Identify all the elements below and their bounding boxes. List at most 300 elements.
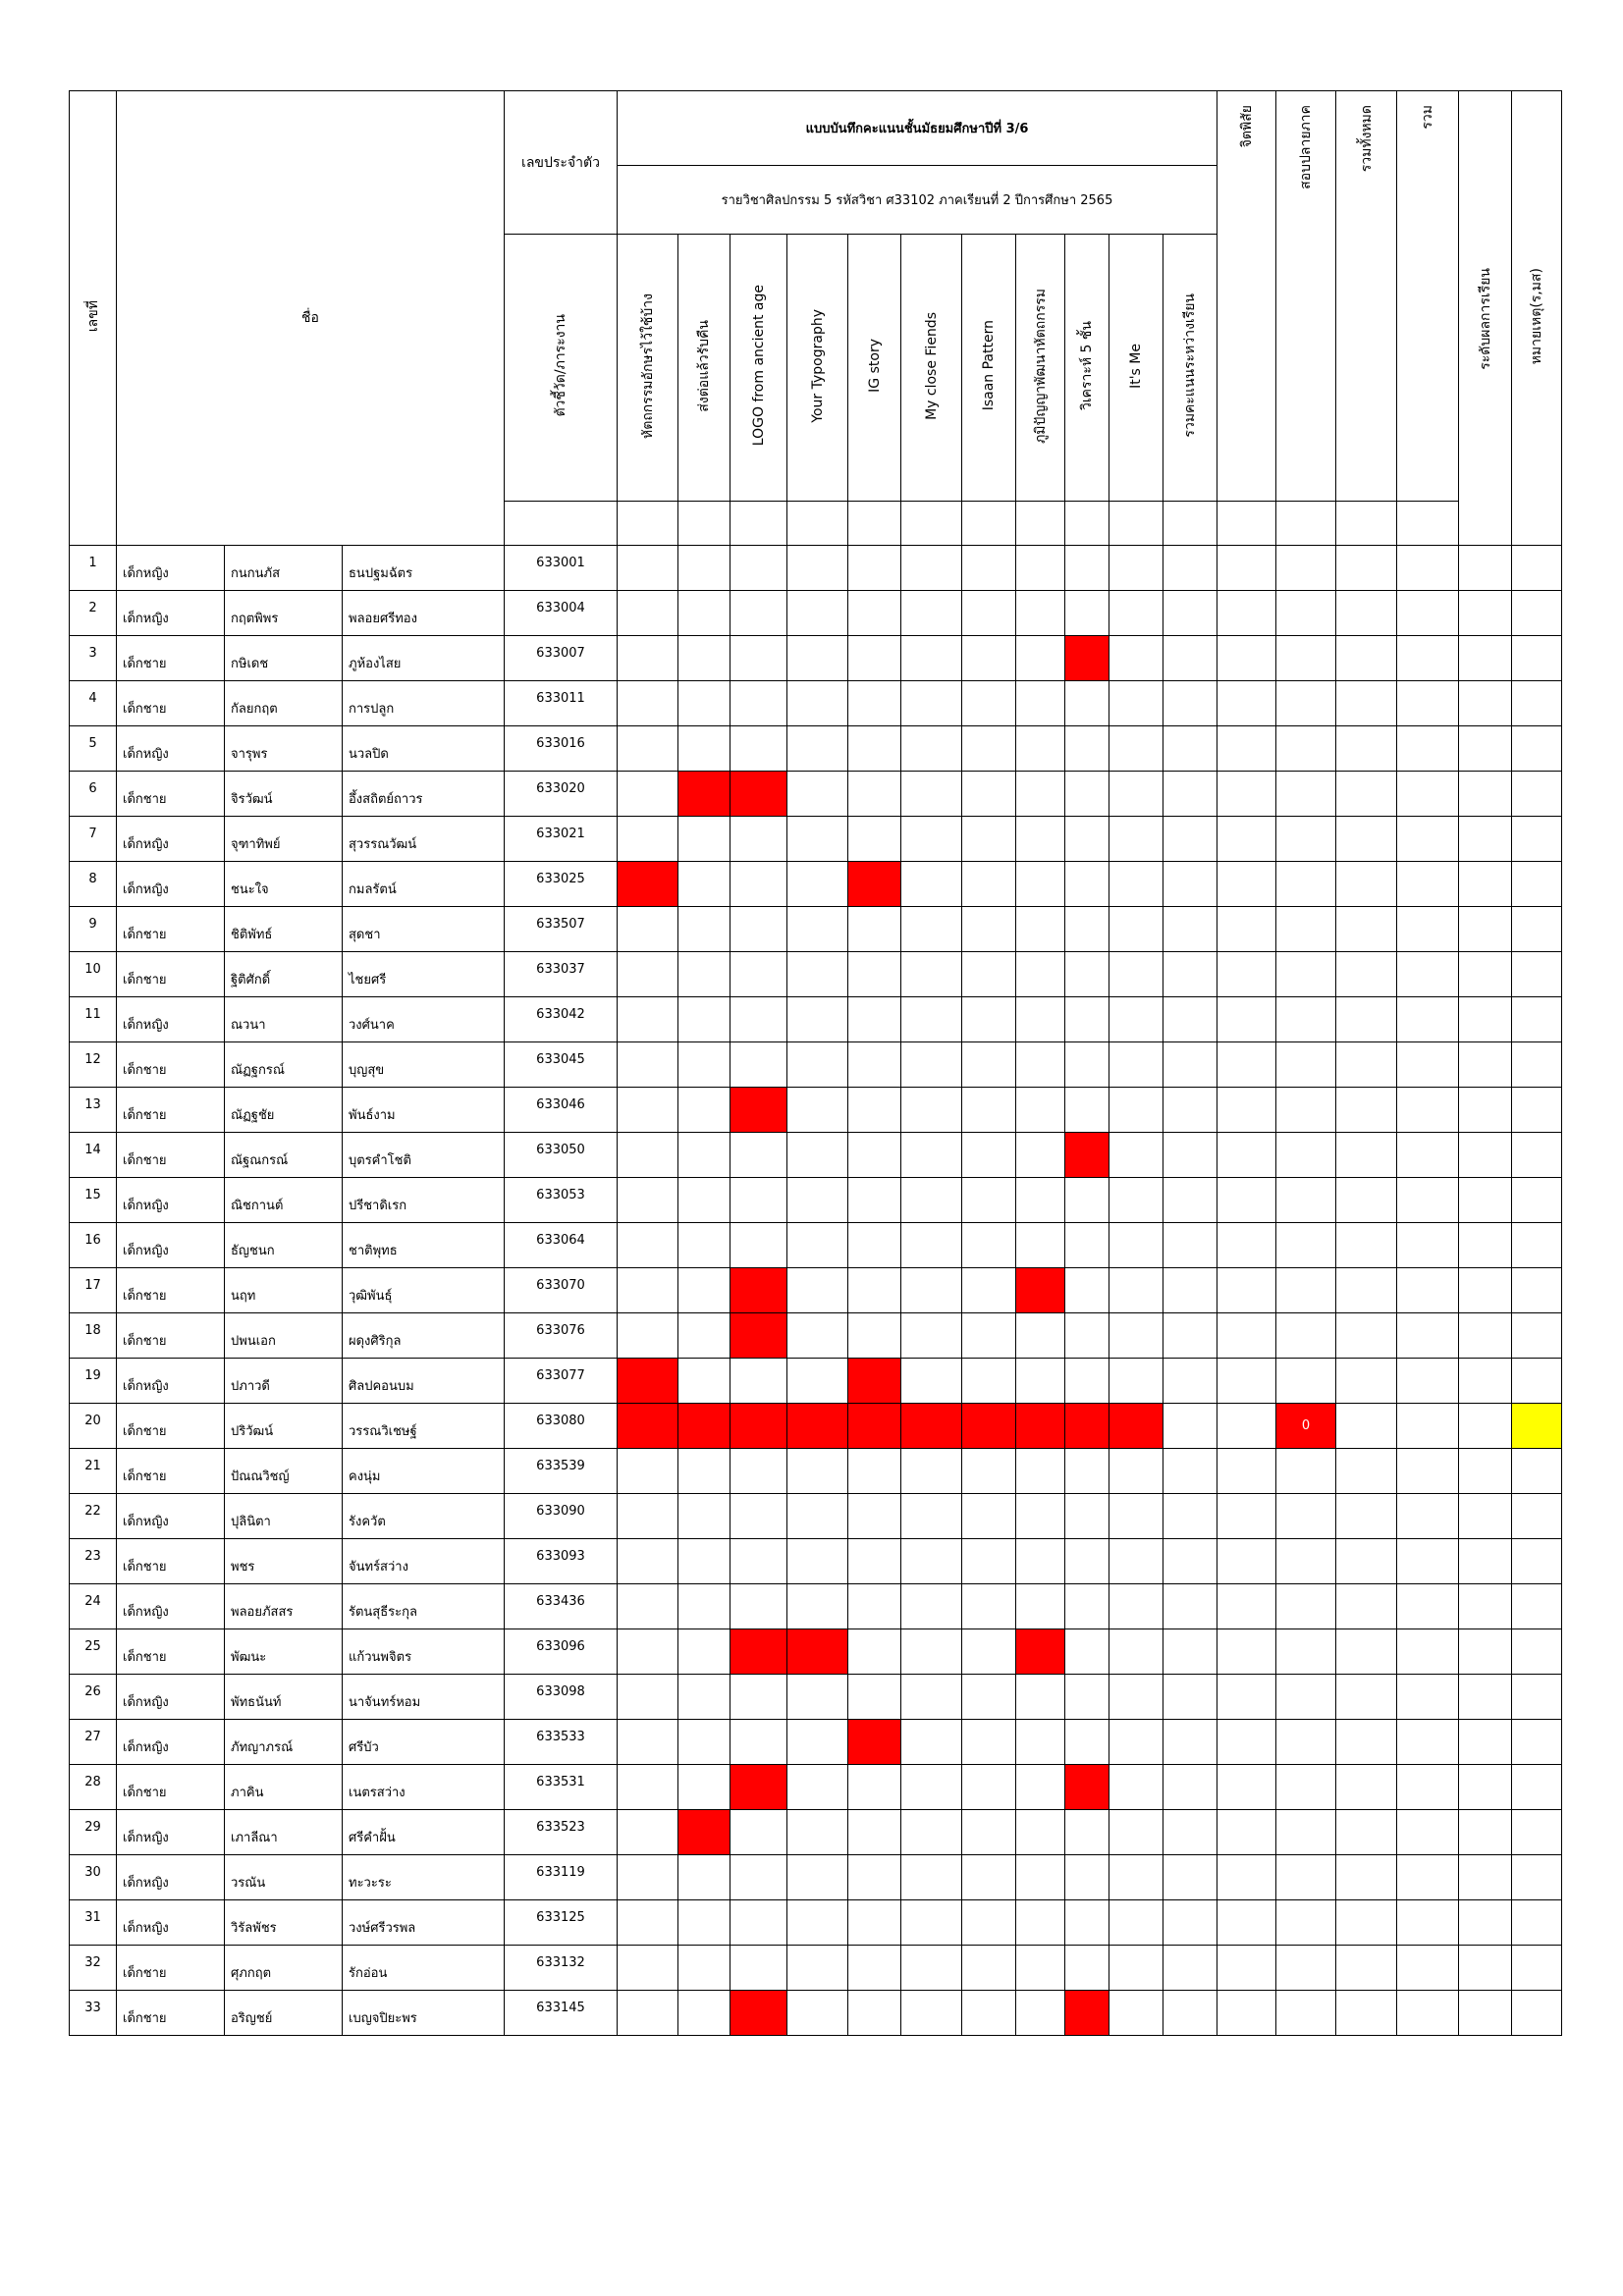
row-number: 9 <box>70 907 117 952</box>
score-cell <box>678 1223 730 1268</box>
row-number: 19 <box>70 1359 117 1404</box>
student-id: 633042 <box>505 997 618 1042</box>
score-cell <box>1065 907 1109 952</box>
student-first-name: ชิติพัทธ์ <box>225 907 343 952</box>
score-cell <box>901 1539 962 1584</box>
student-prefix: เด็กหญิง <box>117 997 225 1042</box>
score-cell <box>730 591 787 636</box>
score-cell <box>618 591 678 636</box>
row-number: 2 <box>70 591 117 636</box>
attitude-cell <box>1217 1042 1276 1088</box>
attitude-cell <box>1217 1494 1276 1539</box>
total-cell <box>1397 997 1459 1042</box>
grade-cell <box>1459 1404 1512 1449</box>
score-cell <box>787 1584 848 1629</box>
final-exam-cell <box>1276 546 1336 591</box>
blank-header-cell <box>1336 502 1397 546</box>
score-cell <box>848 726 901 772</box>
student-id: 633070 <box>505 1268 618 1313</box>
student-last-name: เนตรสว่าง <box>343 1765 505 1810</box>
score-cell <box>962 997 1016 1042</box>
remark-cell <box>1512 681 1562 726</box>
score-cell <box>730 1449 787 1494</box>
task-header-7: Isaan Pattern <box>962 235 1016 502</box>
score-cell <box>1016 726 1065 772</box>
score-cell <box>787 1810 848 1855</box>
score-cell <box>618 952 678 997</box>
score-cell <box>1109 1539 1163 1584</box>
score-cell <box>1016 591 1065 636</box>
total-all-cell <box>1336 681 1397 726</box>
score-cell <box>787 1765 848 1810</box>
score-cell <box>787 1359 848 1404</box>
score-cell <box>678 1268 730 1313</box>
remark-cell <box>1512 1223 1562 1268</box>
score-cell <box>1163 772 1217 817</box>
score-cell <box>962 1946 1016 1991</box>
student-first-name: ปริวัฒน์ <box>225 1404 343 1449</box>
score-cell <box>1109 591 1163 636</box>
row-number: 17 <box>70 1268 117 1313</box>
grade-cell <box>1459 1268 1512 1313</box>
score-cell <box>1065 1991 1109 2036</box>
remark-cell <box>1512 1584 1562 1629</box>
score-cell <box>962 817 1016 862</box>
student-id: 633119 <box>505 1855 618 1900</box>
student-id: 633531 <box>505 1765 618 1810</box>
score-cell <box>901 817 962 862</box>
score-cell <box>787 636 848 681</box>
score-cell <box>618 1449 678 1494</box>
total-cell <box>1397 1133 1459 1178</box>
blank-header-cell <box>901 502 962 546</box>
remark-cell <box>1512 952 1562 997</box>
score-cell <box>1016 1404 1065 1449</box>
attitude-cell <box>1217 1946 1276 1991</box>
student-prefix: เด็กชาย <box>117 1088 225 1133</box>
grade-cell <box>1459 1720 1512 1765</box>
attitude-cell <box>1217 1629 1276 1675</box>
score-cell <box>848 636 901 681</box>
score-cell <box>1016 952 1065 997</box>
score-cell <box>1163 1946 1217 1991</box>
student-first-name: พชร <box>225 1539 343 1584</box>
student-prefix: เด็กหญิง <box>117 546 225 591</box>
total-all-cell <box>1336 1900 1397 1946</box>
table-row <box>70 1404 1562 1449</box>
score-cell <box>678 772 730 817</box>
score-cell <box>1016 1359 1065 1404</box>
score-cell <box>678 907 730 952</box>
score-cell <box>1163 1268 1217 1313</box>
remark-cell <box>1512 1991 1562 2036</box>
attitude-cell <box>1217 1359 1276 1404</box>
total-all-cell <box>1336 997 1397 1042</box>
score-cell <box>962 1404 1016 1449</box>
score-cell <box>730 1855 787 1900</box>
total-cell <box>1397 1042 1459 1088</box>
student-last-name: ภูห้องไสย <box>343 636 505 681</box>
grade-cell <box>1459 952 1512 997</box>
row-number: 30 <box>70 1855 117 1900</box>
row-number: 11 <box>70 997 117 1042</box>
student-last-name: วงษ์ศรีวรพล <box>343 1900 505 1946</box>
remark-cell <box>1512 772 1562 817</box>
score-cell <box>1109 1042 1163 1088</box>
score-cell <box>962 1584 1016 1629</box>
score-cell <box>848 1359 901 1404</box>
score-cell <box>962 1494 1016 1539</box>
total-all-cell <box>1336 1765 1397 1810</box>
score-cell <box>1016 862 1065 907</box>
remark-cell <box>1512 1765 1562 1810</box>
score-cell <box>730 1088 787 1133</box>
attitude-cell <box>1217 1991 1276 2036</box>
student-prefix: เด็กหญิง <box>117 817 225 862</box>
student-id: 633007 <box>505 636 618 681</box>
student-first-name: พลอยภัสสร <box>225 1584 343 1629</box>
table-row <box>70 681 1562 726</box>
student-id: 633020 <box>505 772 618 817</box>
score-cell <box>901 591 962 636</box>
total-all-cell <box>1336 1404 1397 1449</box>
score-cell <box>787 952 848 997</box>
score-cell <box>848 1946 901 1991</box>
score-cell <box>1163 1404 1217 1449</box>
student-last-name: รักอ่อน <box>343 1946 505 1991</box>
student-last-name: คงนุ่ม <box>343 1449 505 1494</box>
student-first-name: จิรวัฒน์ <box>225 772 343 817</box>
total-all-cell <box>1336 1178 1397 1223</box>
sheet-subtitle: รายวิชาศิลปกรรม 5 รหัสวิชา ศ33102 ภาคเรียนที่ 2 ปีการศึกษา 2565 <box>618 166 1217 235</box>
score-cell <box>1016 1765 1065 1810</box>
student-id: 633125 <box>505 1900 618 1946</box>
student-first-name: จารุพร <box>225 726 343 772</box>
attitude-cell <box>1217 1900 1276 1946</box>
row-number: 10 <box>70 952 117 997</box>
row-number: 28 <box>70 1765 117 1810</box>
remark-cell <box>1512 997 1562 1042</box>
score-cell <box>787 1629 848 1675</box>
score-cell <box>1016 546 1065 591</box>
final-exam-cell <box>1276 1765 1336 1810</box>
remark-cell <box>1512 1675 1562 1720</box>
score-cell <box>730 1042 787 1088</box>
total-cell <box>1397 907 1459 952</box>
final-exam-cell <box>1276 1900 1336 1946</box>
grade-cell <box>1459 1539 1512 1584</box>
final-exam-cell <box>1276 591 1336 636</box>
score-cell <box>848 1900 901 1946</box>
score-cell <box>678 726 730 772</box>
row-number: 27 <box>70 1720 117 1765</box>
score-cell <box>787 1900 848 1946</box>
score-cell <box>787 726 848 772</box>
remark-cell <box>1512 1449 1562 1494</box>
score-cell <box>1016 1539 1065 1584</box>
blank-header-cell <box>678 502 730 546</box>
student-last-name: วุฒิพันธุ์ <box>343 1268 505 1313</box>
remark-cell <box>1512 591 1562 636</box>
score-cell <box>1109 1629 1163 1675</box>
score-cell <box>787 1313 848 1359</box>
remark-cell <box>1512 1946 1562 1991</box>
score-cell <box>1016 1494 1065 1539</box>
student-prefix: เด็กชาย <box>117 1539 225 1584</box>
final-exam-cell <box>1276 1223 1336 1268</box>
score-cell <box>1109 1900 1163 1946</box>
score-cell <box>1016 1991 1065 2036</box>
table-row <box>70 862 1562 907</box>
table-row <box>70 907 1562 952</box>
header-total-all: รวมทั้งหมด <box>1336 91 1397 502</box>
score-cell <box>1065 1404 1109 1449</box>
table-row <box>70 1946 1562 1991</box>
score-cell <box>1109 772 1163 817</box>
final-exam-cell <box>1276 1675 1336 1720</box>
student-id: 633096 <box>505 1629 618 1675</box>
score-cell <box>1163 681 1217 726</box>
table-row <box>70 1855 1562 1900</box>
score-cell <box>1016 817 1065 862</box>
remark-cell <box>1512 726 1562 772</box>
student-first-name: ปภาวดี <box>225 1359 343 1404</box>
table-row <box>70 1178 1562 1223</box>
table-row <box>70 1720 1562 1765</box>
student-first-name: ปัณณวิชญ์ <box>225 1449 343 1494</box>
final-exam-cell <box>1276 1584 1336 1629</box>
score-cell <box>1163 591 1217 636</box>
total-all-cell <box>1336 817 1397 862</box>
student-id: 633077 <box>505 1359 618 1404</box>
attitude-cell <box>1217 1133 1276 1178</box>
student-first-name: ธัญชนก <box>225 1223 343 1268</box>
score-cell <box>848 1449 901 1494</box>
score-cell <box>618 1675 678 1720</box>
score-cell <box>901 726 962 772</box>
score-cell <box>730 862 787 907</box>
student-last-name: ธนปฐมฉัตร <box>343 546 505 591</box>
score-cell <box>962 1855 1016 1900</box>
score-cell <box>1163 546 1217 591</box>
row-number: 6 <box>70 772 117 817</box>
total-cell <box>1397 1178 1459 1223</box>
total-all-cell <box>1336 1810 1397 1855</box>
score-cell <box>730 772 787 817</box>
score-cell <box>962 862 1016 907</box>
remark-cell <box>1512 1359 1562 1404</box>
score-cell <box>1065 772 1109 817</box>
table-row <box>70 1765 1562 1810</box>
remark-cell <box>1512 1855 1562 1900</box>
row-number: 8 <box>70 862 117 907</box>
row-number: 5 <box>70 726 117 772</box>
header-name: ชื่อ <box>117 91 505 546</box>
task-header-8: ภูมิปัญญาพัฒนาหัตถกรรม <box>1016 235 1065 502</box>
total-all-cell <box>1336 1720 1397 1765</box>
blank-header-cell <box>618 502 678 546</box>
attitude-cell <box>1217 1539 1276 1584</box>
score-cell <box>848 1629 901 1675</box>
student-last-name: เบญจปิยะพร <box>343 1991 505 2036</box>
grade-cell <box>1459 681 1512 726</box>
student-id: 633037 <box>505 952 618 997</box>
student-id: 633539 <box>505 1449 618 1494</box>
score-cell <box>678 1404 730 1449</box>
score-cell <box>1016 1675 1065 1720</box>
student-first-name: กนกนภัส <box>225 546 343 591</box>
remark-cell <box>1512 1494 1562 1539</box>
total-cell <box>1397 772 1459 817</box>
table-row <box>70 591 1562 636</box>
score-cell <box>1109 997 1163 1042</box>
student-last-name: ทะวะระ <box>343 1855 505 1900</box>
student-first-name: วรณัน <box>225 1855 343 1900</box>
score-cell <box>1163 1223 1217 1268</box>
score-cell <box>678 636 730 681</box>
remark-cell <box>1512 862 1562 907</box>
score-cell <box>1065 1765 1109 1810</box>
student-last-name: สุวรรณวัฒน์ <box>343 817 505 862</box>
score-cell <box>962 1720 1016 1765</box>
score-cell <box>1016 1449 1065 1494</box>
grade-cell <box>1459 591 1512 636</box>
total-cell <box>1397 1359 1459 1404</box>
student-prefix: เด็กชาย <box>117 952 225 997</box>
score-cell <box>901 1810 962 1855</box>
total-cell <box>1397 591 1459 636</box>
grade-cell <box>1459 1313 1512 1359</box>
score-cell <box>1016 1268 1065 1313</box>
grade-cell <box>1459 1359 1512 1404</box>
student-first-name: ฐิติศักดิ์ <box>225 952 343 997</box>
remark-cell <box>1512 817 1562 862</box>
total-cell <box>1397 1810 1459 1855</box>
score-cell <box>678 952 730 997</box>
remark-cell <box>1512 1268 1562 1313</box>
student-id: 633064 <box>505 1223 618 1268</box>
table-row <box>70 1539 1562 1584</box>
task-header-9: วิเคราะห์ 5 ชั้น <box>1065 235 1109 502</box>
attitude-cell <box>1217 1810 1276 1855</box>
score-cell <box>848 1720 901 1765</box>
score-cell <box>1163 1855 1217 1900</box>
grade-cell <box>1459 862 1512 907</box>
score-cell <box>678 1584 730 1629</box>
score-cell <box>1163 1991 1217 2036</box>
score-cell <box>848 1088 901 1133</box>
score-cell <box>678 681 730 726</box>
score-cell <box>618 1539 678 1584</box>
remark-cell <box>1512 636 1562 681</box>
grade-cell <box>1459 1584 1512 1629</box>
score-cell <box>730 1810 787 1855</box>
student-id: 633004 <box>505 591 618 636</box>
attitude-cell <box>1217 997 1276 1042</box>
task-header-10: It's Me <box>1109 235 1163 502</box>
final-exam-cell <box>1276 1268 1336 1313</box>
row-number: 29 <box>70 1810 117 1855</box>
blank-header-cell <box>1397 502 1459 546</box>
score-cell <box>962 681 1016 726</box>
attitude-cell <box>1217 862 1276 907</box>
score-cell <box>730 817 787 862</box>
total-cell <box>1397 726 1459 772</box>
total-all-cell <box>1336 1223 1397 1268</box>
header-remark: หมายเหตุ(ร,มส) <box>1512 91 1562 546</box>
table-row <box>70 1313 1562 1359</box>
score-cell <box>848 546 901 591</box>
score-cell <box>848 907 901 952</box>
score-cell <box>730 1675 787 1720</box>
final-exam-cell <box>1276 1088 1336 1133</box>
student-last-name: แก้วนพจิตร <box>343 1629 505 1675</box>
student-last-name: ชาติพุทธ <box>343 1223 505 1268</box>
score-cell <box>618 1584 678 1629</box>
score-cell <box>1065 1720 1109 1765</box>
score-cell <box>1016 1223 1065 1268</box>
score-cell <box>1109 681 1163 726</box>
score-cell <box>962 1539 1016 1584</box>
total-all-cell <box>1336 1449 1397 1494</box>
score-cell <box>901 1404 962 1449</box>
row-number: 33 <box>70 1991 117 2036</box>
grade-cell <box>1459 1223 1512 1268</box>
row-number: 22 <box>70 1494 117 1539</box>
student-prefix: เด็กชาย <box>117 1991 225 2036</box>
score-cell <box>678 1359 730 1404</box>
score-cell <box>1065 681 1109 726</box>
score-cell <box>962 1042 1016 1088</box>
score-cell <box>1163 726 1217 772</box>
score-cell <box>730 997 787 1042</box>
score-cell <box>901 1088 962 1133</box>
score-cell <box>678 1178 730 1223</box>
score-cell <box>1109 1810 1163 1855</box>
score-cell <box>901 1946 962 1991</box>
student-prefix: เด็กชาย <box>117 1765 225 1810</box>
remark-cell <box>1512 1404 1562 1449</box>
score-cell <box>1109 1494 1163 1539</box>
score-cell <box>678 1088 730 1133</box>
attitude-cell <box>1217 1765 1276 1810</box>
remark-cell <box>1512 1313 1562 1359</box>
row-number: 3 <box>70 636 117 681</box>
row-number: 21 <box>70 1449 117 1494</box>
table-row <box>70 1991 1562 2036</box>
score-cell <box>618 1268 678 1313</box>
score-cell <box>1163 997 1217 1042</box>
score-cell <box>618 636 678 681</box>
score-cell <box>730 681 787 726</box>
total-all-cell <box>1336 1268 1397 1313</box>
grade-cell <box>1459 1765 1512 1810</box>
student-last-name: วงศ์นาค <box>343 997 505 1042</box>
final-exam-cell <box>1276 1313 1336 1359</box>
table-row <box>70 1675 1562 1720</box>
grade-cell <box>1459 1810 1512 1855</box>
student-prefix: เด็กชาย <box>117 1133 225 1178</box>
task-header-3: LOGO from ancient age <box>730 235 787 502</box>
score-cell <box>1163 1584 1217 1629</box>
student-id: 633053 <box>505 1178 618 1223</box>
score-cell <box>848 952 901 997</box>
student-first-name: กฤตพิพร <box>225 591 343 636</box>
score-cell <box>1016 1042 1065 1088</box>
score-cell <box>1109 1946 1163 1991</box>
grade-cell <box>1459 726 1512 772</box>
student-id: 633507 <box>505 907 618 952</box>
